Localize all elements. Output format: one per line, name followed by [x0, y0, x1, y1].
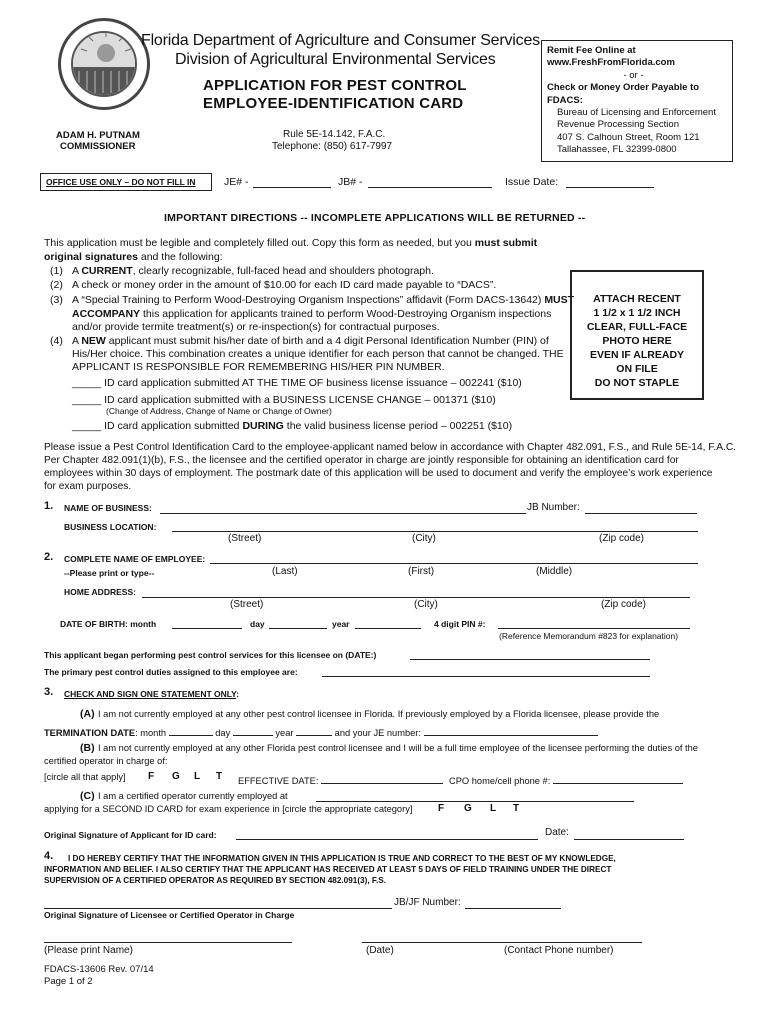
form-number: FDACS-13606 Rev. 07/14 — [44, 964, 154, 975]
certify-line1: I DO HEREBY CERTIFY THAT THE INFORMATION GIVEN IN THIS APPLICATION IS TRUE AND CORRECT TO THE BEST OF MY KNOWLEDGE, — [68, 854, 616, 863]
photo-attach-box[interactable] — [570, 270, 704, 400]
i1a: A — [72, 265, 82, 277]
term-month-field[interactable] — [169, 724, 213, 736]
remit-address2: Revenue Processing Section — [557, 119, 679, 131]
termination-date-label: TERMINATION DATE — [44, 728, 136, 738]
commissioner-name: ADAM H. PUTNAM — [56, 130, 140, 141]
jb-number-label: JB Number: — [527, 502, 580, 513]
duties-field[interactable] — [322, 665, 650, 677]
jb-label: JB# - — [338, 176, 363, 188]
cpo-phone-label: CPO home/cell phone #: — [449, 776, 553, 786]
category-l-c[interactable]: L — [490, 803, 497, 814]
employee-name-field[interactable] — [210, 552, 698, 564]
dob-day-label: day — [250, 619, 265, 629]
form-title-line1: APPLICATION FOR PEST CONTROL — [203, 77, 467, 94]
applicant-date-field[interactable] — [574, 828, 684, 840]
home-zip-caption: (Zip code) — [601, 599, 647, 610]
category-g-b[interactable]: G — [172, 771, 180, 782]
item1-text — [72, 265, 434, 278]
statement-c-label[interactable]: (C) — [80, 790, 95, 802]
licensee-signature-field[interactable] — [44, 897, 392, 909]
circle-all-note: [circle all that apply] — [44, 772, 126, 782]
photo-line1: ATTACH RECENT — [593, 293, 681, 305]
directions-intro-2 — [44, 251, 223, 264]
photo-line2: 1 1/2 x 1 1/2 INCH — [593, 307, 681, 319]
telephone: Telephone: (850) 617-7997 — [272, 141, 393, 152]
applicant-signature-label: Original Signature of Applicant for ID card: — [44, 830, 217, 840]
term-month-label: : month — [135, 728, 169, 738]
opt3a: _____ ID card application submitted — [72, 420, 243, 432]
section3-number: 3. — [44, 686, 54, 698]
certify-line2: INFORMATION AND BELIEF. I ALSO CERTIFY THAT THE APPLICANT HAS RECEIVED AT LEAST 5 DAYS OF FIELD TRAINING UNDER THE DIRECT — [44, 865, 612, 874]
department-name: Florida Department of Agriculture and Consumer Services — [141, 32, 540, 49]
began-date-field[interactable] — [410, 648, 650, 660]
i3b: MUST — [544, 294, 575, 306]
i3d: this application for applicants trained to perform Wood-Destroying Organism inspections — [140, 308, 552, 320]
statement-c-text: I am a certified operator currently employed at — [98, 791, 288, 801]
first-name-caption: (First) — [408, 566, 435, 577]
home-city-caption: (City) — [414, 599, 438, 610]
intro-bold-2: original signatures — [44, 251, 138, 263]
photo-line6: ON FILE — [616, 363, 658, 375]
middle-name-caption: (Middle) — [536, 566, 573, 577]
last-name-caption: (Last) — [272, 566, 298, 577]
print-or-type-note: --Please print or type-- — [64, 568, 155, 578]
issue-para-3: employees within 30 days of employment. The postmark date of this application will be used to document and verify the employee’s work experience — [44, 468, 713, 479]
statement-a-text: I am not currently employed at any other pest control licensee in Florida. If previously employed by a Florida licensee, please provide the — [98, 709, 660, 719]
effective-date-field[interactable] — [321, 772, 443, 784]
item4-text — [72, 335, 549, 348]
term-day-field[interactable] — [233, 724, 273, 736]
jb-field[interactable] — [368, 176, 492, 188]
remit-fee-box — [541, 40, 733, 162]
contact-phone-caption: (Contact Phone number) — [504, 945, 614, 956]
business-location-field[interactable] — [172, 520, 698, 532]
issue-para-1: Please issue a Pest Control Identification Card to the employee-applicant named below in accordance with Chapter 482.091, F.S., and Rule 5E-14, F.A.C. — [44, 442, 737, 453]
home-address-field[interactable] — [142, 586, 690, 598]
home-street-caption: (Street) — [230, 599, 264, 610]
jbjf-number-field[interactable] — [465, 897, 561, 909]
remit-or: - or - — [623, 69, 644, 81]
duties-label: The primary pest control duties assigned to this employee are: — [44, 667, 298, 677]
date-caption: (Date) — [366, 945, 394, 956]
item2-num: (2) — [50, 279, 63, 291]
i1b: CURRENT — [81, 265, 133, 277]
remit-line3: Check or Money Order Payable to — [547, 82, 700, 94]
category-f-c[interactable]: F — [438, 803, 445, 814]
option-valid-period[interactable] — [72, 420, 512, 433]
section1-number: 1. — [44, 500, 54, 512]
employee-name-label: COMPLETE NAME OF EMPLOYEE: — [64, 554, 206, 564]
remit-website: www.FreshFromFlorida.com — [547, 57, 675, 69]
term-year-field[interactable] — [296, 724, 332, 736]
pin-field[interactable] — [498, 617, 690, 629]
jbjf-number-label: JB/JF Number: — [394, 897, 461, 908]
item4-num: (4) — [50, 335, 63, 347]
photo-line7: DO NOT STAPLE — [594, 377, 680, 389]
applicant-signature-field[interactable] — [236, 828, 538, 840]
remit-address4: Tallahassee, FL 32399-0800 — [557, 144, 677, 156]
commissioner-title: COMMISSIONER — [60, 141, 136, 152]
photo-line3: CLEAR, FULL-FACE — [586, 321, 688, 333]
issue-para-4: for exam purposes. — [44, 481, 132, 492]
category-l-b[interactable]: L — [194, 771, 201, 782]
intro-text: This application must be legible and completely filled out. Copy this form as needed, but you — [44, 237, 475, 249]
i4a: A — [72, 335, 82, 347]
termination-date-row — [44, 724, 598, 738]
dob-year-field[interactable] — [355, 617, 421, 629]
statement-b-text: I am not currently employed at any other Florida pest control licensee and I will be a full time employee of the licensee performing the duties of the — [98, 743, 698, 753]
opt3b: DURING — [242, 420, 284, 432]
photo-line4: PHOTO HERE — [602, 335, 672, 347]
issue-para-2: Per Chapter 482.091(1)(b), F.S., the licensee and the certified operator in charge are jointly responsible for obtaining an identification card for — [44, 455, 679, 466]
pin-label: 4 digit PIN #: — [434, 619, 486, 629]
category-t-b[interactable]: T — [216, 771, 223, 782]
issue-date-field[interactable] — [566, 176, 654, 188]
term-je-field[interactable] — [424, 724, 598, 736]
statement-c-employer-field[interactable] — [316, 790, 634, 802]
section4-number: 4. — [44, 850, 54, 862]
section3-heading — [64, 689, 239, 699]
term-je-label: and your JE number: — [332, 728, 424, 738]
statement-a-label[interactable]: (A) — [80, 708, 95, 720]
remit-line4: FDACS: — [547, 94, 583, 106]
effective-date-label: EFFECTIVE DATE: — [238, 776, 321, 786]
term-year-label: year — [272, 728, 297, 738]
option-license-change[interactable]: _____ ID card application submitted with a BUSINESS LICENSE CHANGE – 001371 ($10) — [72, 394, 496, 406]
i4b: NEW — [81, 335, 106, 347]
certify-line3: SUPERVISION OF A CERTIFIED OPERATOR AS REQUIRED BY SECTION 482.091(3), F.S. — [44, 876, 386, 885]
business-city-caption: (City) — [412, 533, 436, 544]
je-field[interactable] — [253, 176, 331, 188]
option-license-issuance[interactable]: _____ ID card application submitted AT THE TIME OF business license issuance – 002241 ($10) — [72, 377, 522, 389]
category-g-c[interactable]: G — [464, 803, 472, 814]
section3-heading-text: CHECK AND SIGN ONE STATEMENT ONLY — [64, 689, 237, 699]
directions-intro — [44, 237, 537, 250]
je-label: JE# - — [224, 176, 249, 188]
remit-line1: Remit Fee Online at — [547, 45, 636, 56]
opt3c: the valid business license period – 002251 ($10) — [283, 420, 513, 432]
item3-num: (3) — [50, 294, 63, 306]
item3-text-3: and/or provide termite treatment(s) or re-inspection(s) for contractual purposes. — [72, 321, 440, 333]
dob-year-label: year — [332, 619, 350, 629]
began-date-label: This applicant began performing pest control services for this licensee on (DATE:) — [44, 650, 377, 660]
item3-text-2 — [72, 308, 551, 321]
rule-reference: Rule 5E-14.142, F.A.C. — [283, 129, 386, 140]
pin-memo-note: (Reference Memorandum #823 for explanation) — [499, 631, 679, 641]
i3a: A “Special Training to Perform Wood-Destroying Organism Inspections” affidavit (Form DACS-13642) — [72, 294, 545, 306]
remit-address3: 407 S. Calhoun Street, Room 121 — [557, 131, 700, 143]
intro-bold: must submit — [474, 237, 538, 249]
photo-line5: EVEN IF ALREADY — [589, 349, 685, 361]
licensee-signature-label: Original Signature of Licensee or Certified Operator in Charge — [44, 910, 295, 920]
statement-c-text-2: applying for a SECOND ID CARD for exam experience in [circle the appropriate category] — [44, 804, 413, 814]
directions-heading: IMPORTANT DIRECTIONS -- INCOMPLETE APPLICATIONS WILL BE RETURNED -- — [164, 212, 586, 224]
section3-heading-colon: : — [236, 689, 240, 699]
effective-date-row — [238, 772, 683, 786]
office-use-label: OFFICE USE ONLY – DO NOT FILL IN — [46, 177, 196, 187]
page-number: Page 1 of 2 — [44, 976, 93, 987]
division-name: Division of Agricultural Environmental Services — [175, 51, 496, 68]
term-day-label: day — [212, 728, 233, 738]
issue-date-label: Issue Date: — [505, 176, 559, 188]
i4c: applicant must submit his/her date of birth and a 4 digit Personal Identification Number (PIN) of — [105, 335, 549, 347]
jb-number-field[interactable] — [585, 502, 697, 514]
statement-b-text-2: certified operator in charge of: — [44, 756, 168, 766]
business-name-field[interactable] — [160, 502, 526, 514]
i1c: , clearly recognizable, full-faced head and shoulders photograph. — [132, 265, 434, 277]
business-zip-caption: (Zip code) — [599, 533, 645, 544]
dob-month-field[interactable] — [172, 617, 242, 629]
cpo-phone-field[interactable] — [553, 772, 683, 784]
form-title-line2: EMPLOYEE-IDENTIFICATION CARD — [203, 95, 464, 112]
licensee-date-phone-field[interactable] — [362, 931, 642, 943]
print-name-caption: (Please print Name) — [44, 945, 133, 956]
dob-month-label: DATE OF BIRTH: month — [60, 619, 157, 629]
intro-text-2: and the following: — [137, 251, 223, 263]
fdacs-seal-logo — [58, 18, 150, 110]
business-location-label: BUSINESS LOCATION: — [64, 522, 157, 532]
home-address-label: HOME ADDRESS: — [64, 587, 136, 597]
business-name-label: NAME OF BUSINESS: — [64, 503, 152, 513]
i3c: ACCOMPANY — [72, 308, 141, 320]
category-f-b[interactable]: F — [148, 771, 155, 782]
dob-day-field[interactable] — [269, 617, 327, 629]
item4-text-3: APPLICANT IS RESPONSIBLE FOR REMEMBERING HIS/HER PIN NUMBER. — [72, 361, 445, 373]
licensee-print-name-field[interactable] — [44, 931, 292, 943]
applicant-date-label: Date: — [545, 827, 569, 838]
item2-text: A check or money order in the amount of $10.00 for each ID card made payable to “DACS”. — [72, 279, 497, 291]
item1-num: (1) — [50, 265, 63, 277]
section2-number: 2. — [44, 551, 54, 563]
item4-text-2: His/Her choice. This combination creates a unique identifier for each person that cannot be changed. THE — [72, 348, 564, 360]
business-street-caption: (Street) — [228, 533, 262, 544]
remit-address1: Bureau of Licensing and Enforcement — [557, 107, 716, 119]
statement-b-label[interactable]: (B) — [80, 742, 95, 754]
item3-text — [72, 294, 574, 307]
option-license-change-note: (Change of Address, Change of Name or Change of Owner) — [106, 406, 332, 416]
category-t-c[interactable]: T — [513, 803, 520, 814]
